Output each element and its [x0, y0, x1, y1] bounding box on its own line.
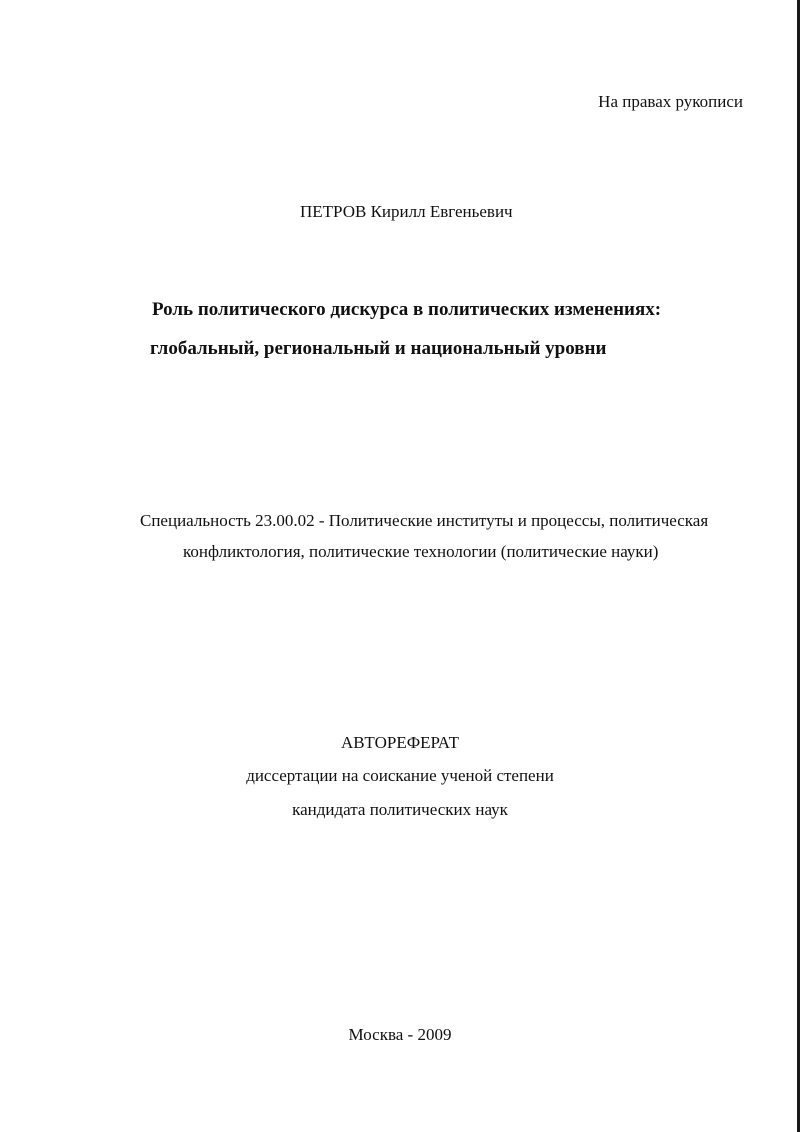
- title-line-1: Роль политического дискурса в политических изменениях:: [152, 299, 662, 320]
- degree-line-2: кандидата политических наук: [292, 800, 508, 819]
- degree-line-1: диссертации на соискание ученой степени: [246, 766, 554, 785]
- title-line-2: глобальный, региональный и национальный уровни: [150, 338, 607, 359]
- rights-notice: На правах рукописи: [598, 92, 743, 111]
- specialty-line-2: конфликтология, политические технологии (политические науки): [183, 542, 659, 561]
- specialty-line-1: Специальность 23.00.02 - Политические институты и процессы, политическая: [140, 511, 709, 530]
- city-year: Москва - 2009: [348, 1025, 452, 1044]
- author-name: ПЕТРОВ Кирилл Евгеньевич: [300, 202, 513, 221]
- abstract-label: АВТОРЕФЕРАТ: [341, 733, 459, 752]
